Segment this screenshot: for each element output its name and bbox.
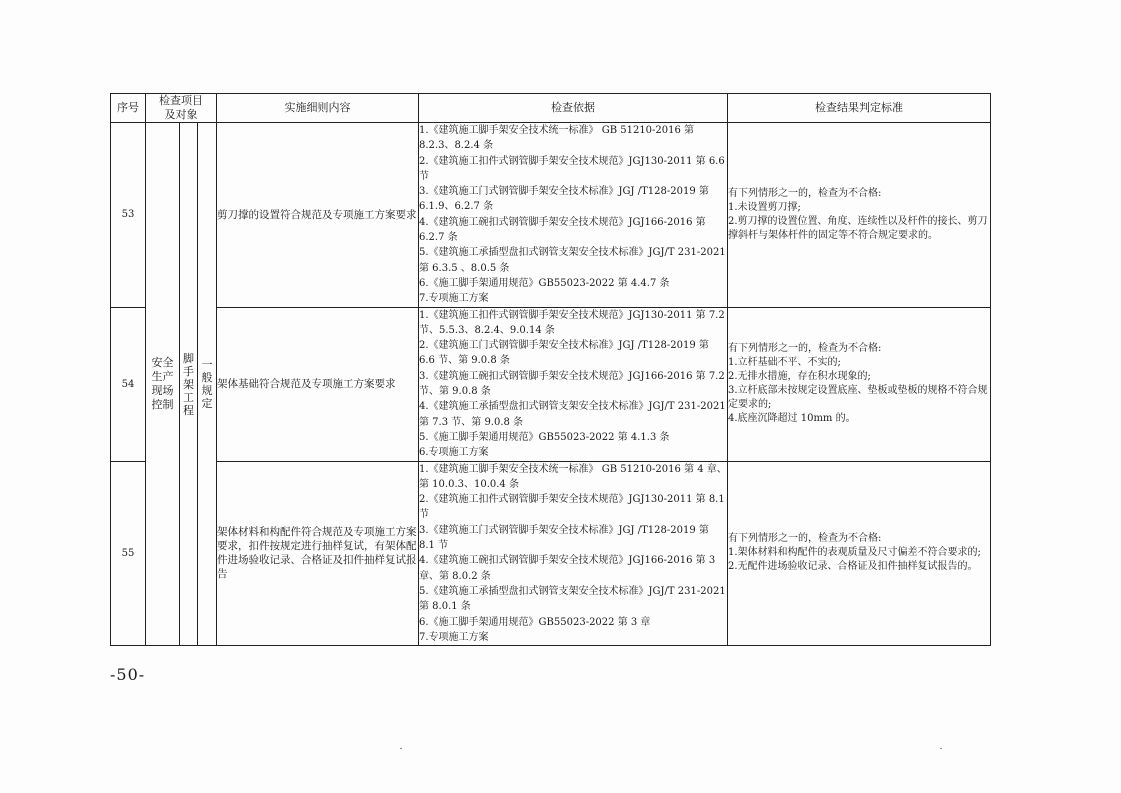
basis-item: 7.专项施工方案 [419, 293, 489, 305]
criteria-item: 2.剪刀撑的设置位置、角度、连续性以及杆件的接长、剪刀撑斜杆与架体杆件的固定等不符合规定要求的。 [728, 215, 988, 241]
category-level1: 安全生产现场控制 [146, 123, 180, 646]
row-basis [419, 307, 728, 461]
basis-item: 6.《施工脚手架通用规范》GB55023-2022 第 4.4.7 条 [419, 277, 670, 289]
criteria-item: 1.架体材料和构配件的表观质量及尺寸偏差不符合要求的; [728, 547, 981, 559]
table-row [111, 307, 991, 461]
scan-speck [940, 748, 942, 749]
table-header-row [111, 94, 991, 123]
basis-item: 4.《建筑施工承插型盘扣式钢管支架安全技术标准》JGJ/T 231-2021 第 7.3 节、第 9.0.8 条 [419, 401, 726, 428]
basis-item: 5.《施工脚手架通用规范》GB55023-2022 第 4.1.3 条 [419, 431, 670, 443]
basis-item: 2.《建筑施工扣件式钢管脚手架安全技术规范》JGJ130-2011 第 6.6 节 [419, 155, 725, 182]
basis-item: 3.《建筑施工门式钢管脚手架安全技术标准》JGJ /T128-2019 第 6.1.9、6.2.7 条 [419, 186, 709, 213]
basis-item: 5.《建筑施工承插型盘扣式钢管支架安全技术标准》JGJ/T 231-2021 第 8.0.1 条 [419, 585, 726, 613]
criteria-item: 2.无排水措施，存在积水现象的; [728, 371, 871, 383]
inspection-table [110, 93, 991, 646]
category-level3: 一 般 规 定 [198, 123, 217, 646]
criteria-item: 1.立杆基础不平、不实的; [728, 357, 841, 369]
criteria-item: 1.未设置剪刀撑; [728, 201, 801, 213]
row-seq: 53 [111, 123, 146, 308]
basis-item: 7.专项施工方案 [419, 631, 489, 643]
basis-item: 2.《建筑施工门式钢管脚手架安全技术标准》JGJ /T128-2019 第 6.6 节、第 9.0.8 条 [419, 340, 709, 367]
row-basis [419, 461, 728, 646]
criteria-item: 有下列情形之一的，检查为不合格: [728, 343, 882, 355]
row-seq: 55 [111, 461, 146, 646]
criteria-item: 有下列情形之一的，检查为不合格: [728, 533, 882, 545]
table-row [111, 123, 991, 308]
header-item: 检查项目 及对象 [146, 94, 217, 123]
row-detail: 剪刀撑的设置符合规范及专项施工方案要求 [217, 123, 419, 308]
row-criteria [728, 123, 991, 308]
basis-item: 3.《建筑施工门式钢管脚手架安全技术标准》JGJ /T128-2019 第 8.1 节 [419, 524, 709, 552]
header-detail: 实施细则内容 [217, 94, 419, 123]
table-row [111, 461, 991, 646]
row-detail: 架体材料和构配件符合规范及专项施工方案要求，扣件按规定进行抽样复试，有架体配件进场验收记录、合格证及扣件抽样复试报告 [217, 461, 419, 646]
basis-item: 6.专项施工方案 [419, 447, 489, 459]
basis-item: 4.《建筑施工碗扣式钢管脚手架安全技术规范》JGJ166-2016 第 6.2.7 条 [419, 216, 706, 244]
basis-item: 4.《建筑施工碗扣式钢管脚手架安全技术规范》JGJ166-2016 第 3 章、第 8.0.2 条 [419, 555, 716, 582]
basis-item: 1.《建筑施工脚手架安全技术统一标准》 GB 51210-2016 第8.2.3、8.2.4 条 [419, 125, 695, 152]
category-level2: 脚 手 架 工 程 [180, 123, 198, 646]
criteria-item: 4.底座沉降超过 10mm 的。 [728, 413, 856, 425]
criteria-item: 3.立杆底部未按规定设置底座、垫板或垫板的规格不符合规定要求的; [728, 385, 988, 411]
row-criteria [728, 307, 991, 461]
row-seq: 54 [111, 307, 146, 461]
criteria-item: 2.无配件进场验收记录、合格证及扣件抽样复试报告的。 [728, 561, 978, 573]
row-criteria [728, 461, 991, 646]
header-seq: 序号 [111, 94, 146, 123]
basis-item: 1.《建筑施工脚手架安全技术统一标准》 GB 51210-2016 第 4 章、第 10.0.3、10.0.4 条 [419, 463, 727, 490]
header-basis: 检查依据 [419, 94, 728, 123]
basis-item: 6.《施工脚手架通用规范》GB55023-2022 第 3 章 [419, 616, 651, 628]
basis-item: 1.《建筑施工扣件式钢管脚手架安全技术规范》JGJ130-2011 第 7.2 节、5.5.3、8.2.4、9.0.14 条 [419, 309, 725, 336]
basis-item: 3.《建筑施工碗扣式钢管脚手架安全技术规范》JGJ166-2016 第 7.2 节、第 9.0.8 条 [419, 370, 725, 398]
basis-item: 5.《建筑施工承插型盘扣式钢管支架安全技术标准》JGJ/T 231-2021 第 6.3.5 、8.0.5 条 [419, 247, 726, 274]
page-number: -50- [110, 665, 146, 684]
header-criteria: 检查结果判定标准 [728, 94, 991, 123]
row-basis [419, 123, 728, 308]
criteria-item: 有下列情形之一的，检查为不合格: [728, 187, 882, 199]
basis-item: 2.《建筑施工扣件式钢管脚手架安全技术规范》JGJ130-2011 第 8.1 节 [419, 494, 725, 521]
row-detail: 架体基础符合规范及专项施工方案要求 [217, 307, 419, 461]
scan-speck [400, 748, 402, 749]
